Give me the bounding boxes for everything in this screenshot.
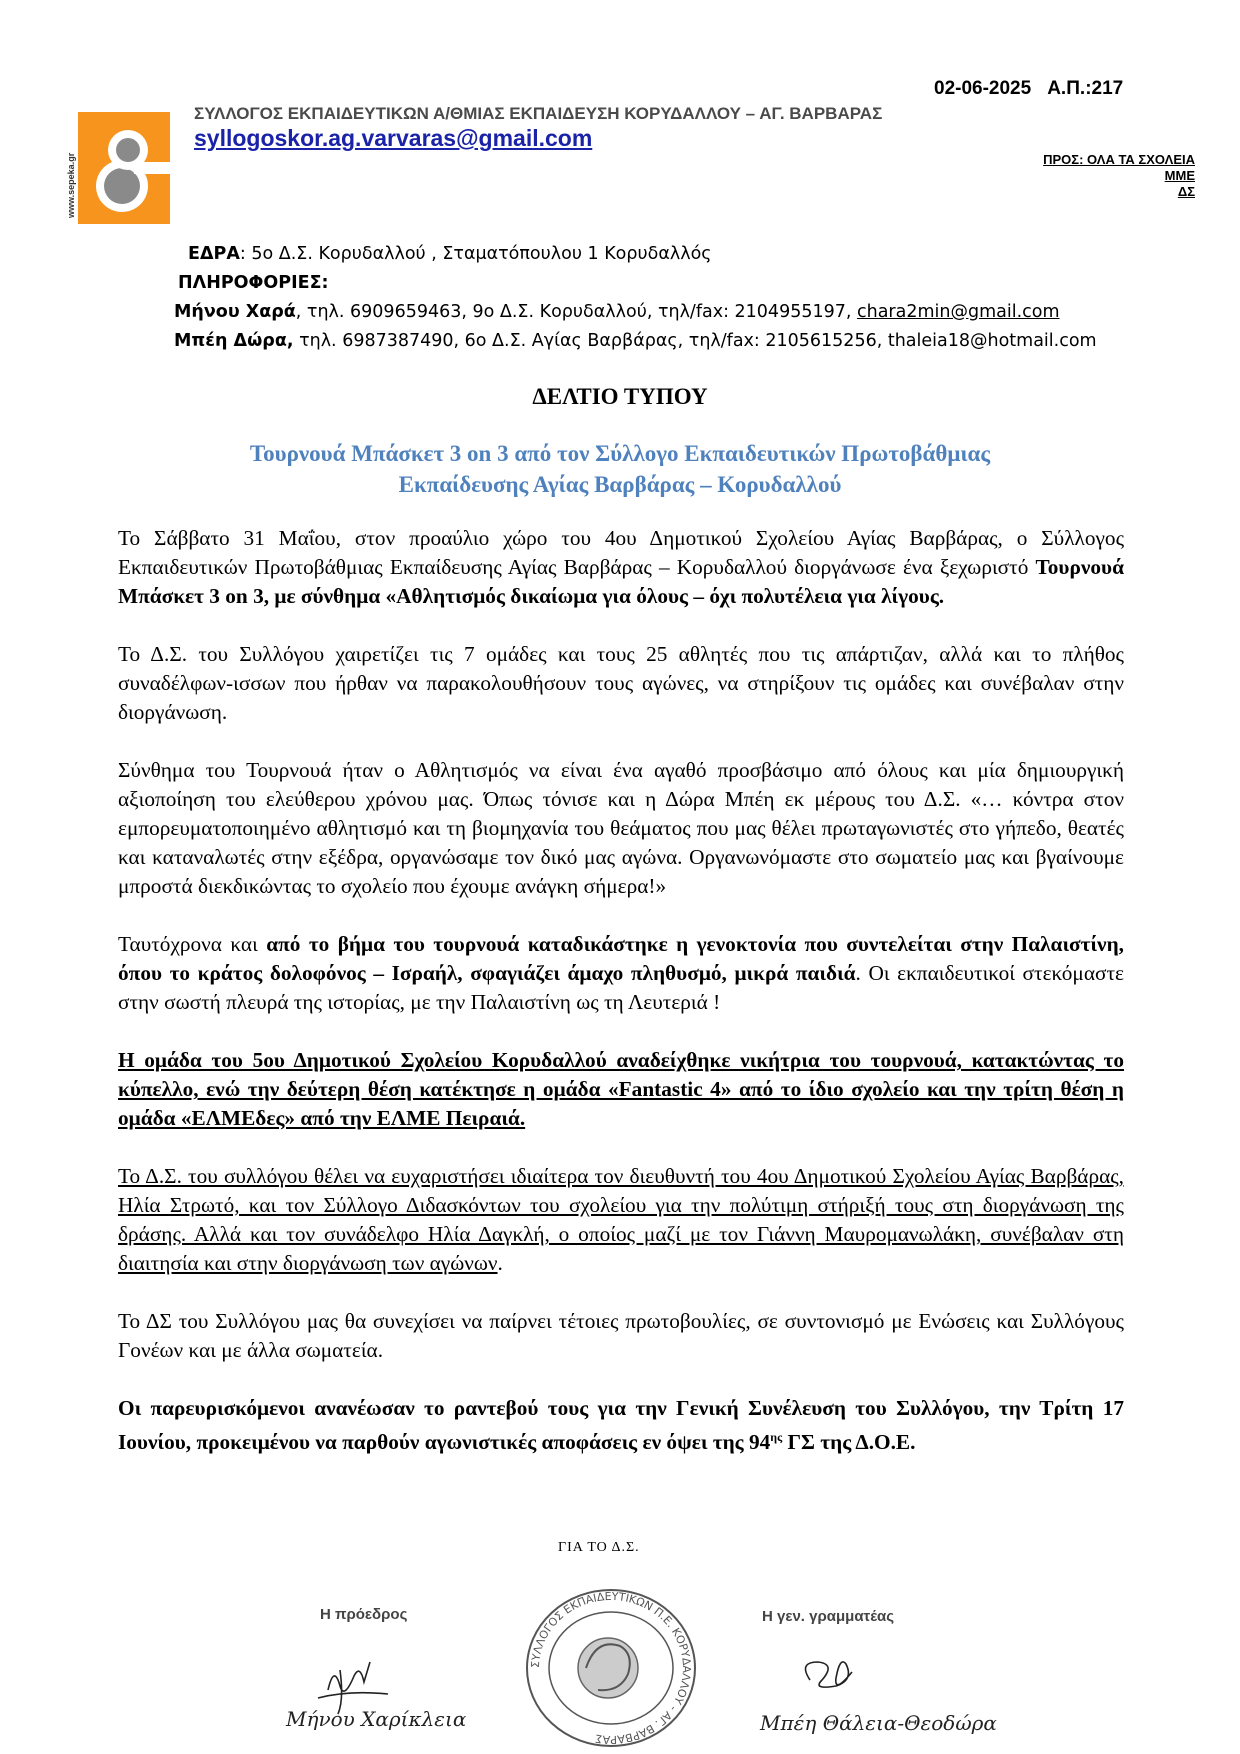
recipients-block	[1043, 152, 1195, 200]
info-line	[174, 269, 1097, 298]
recipient-line: ΠΡΟΣ: ΟΛΑ ΤΑ ΣΧΟΛΕΙΑ	[1043, 152, 1195, 167]
subtitle-line-2: Εκπαίδευσης Αγίας Βαρβάρας – Κορυδαλλού	[398, 472, 842, 497]
p5-bold-underlined: Η ομάδα του 5ου Δημοτικού Σχολείου Κορυδαλλού αναδείχθηκε νικήτρια του τουρνουά, κατακτώντας το κύπελλο, ενώ την δεύτερη θέση κατέκτησε η ομάδα «Fantastic 4» από το ίδιο σχολείο και την τρίτη θέση η ομάδα «ΕΛΜΕδες» από την ΕΛΜΕ Πειραιά.	[118, 1048, 1124, 1130]
seat-line	[174, 240, 1097, 269]
p8-text-a: Οι παρευρισκόμενοι ανανέωσαν το ραντεβού τους για την Γενική Συνέλευση του Συλλόγου, την Τρίτη 17 Ιουνίου, προκειμένου να παρθούν αγωνιστικές αποφάσεις εν όψει της 94	[118, 1396, 1124, 1455]
person2-name: Μπέη Δώρα,	[174, 331, 294, 351]
date-protocol	[934, 78, 1123, 100]
organization-email-link[interactable]: syllogoskor.ag.varvaras@gmail.com	[194, 125, 593, 151]
p1-text: Το Σάββατο 31 Μαΐου, στον προαύλιο χώρο του 4ου Δημοτικού Σχολείου Αγίας Βαρβάρας, ο Σύλλογος Εκπαιδευτικών Πρωτοβάθμιας Εκπαίδευσης Αγίας Βαρβάρας – Κορυδαλλού διοργάνωσε ένα ξεχωριστό	[118, 526, 1124, 579]
seal-ring-text: ΣΥΛΛΟΓΟΣ ΕΚΠΑΙΔΕΥΤΙΚΩΝ Π.Ε. ΚΟΡΥΔΑΛΛΟΥ - ΑΓ. ΒΑΡΒΑΡΑΣ	[528, 1589, 694, 1747]
p8-superscript: ης	[770, 1430, 783, 1444]
contact-person-1	[174, 298, 1097, 327]
p6-period: .	[497, 1251, 503, 1275]
paragraph-7: Το ΔΣ του Συλλόγου μας θα συνεχίσει να παίρνει τέτοιες πρωτοβουλίες, σε συντονισμό με Ενώσεις και Συλλόγους Γονέων και με άλλα σωματεία.	[118, 1309, 1124, 1362]
document-subtitle	[0, 438, 1240, 500]
document-body	[118, 524, 1124, 1486]
paragraph-1	[118, 524, 1124, 611]
contact-info	[174, 240, 1097, 356]
info-label: ΠΛΗΡΟΦΟΡΙΕΣ:	[178, 273, 329, 293]
secretary-role: Η γεν. γραμματέας	[762, 1608, 895, 1625]
p8-bold	[118, 1396, 1124, 1454]
document-heading: ΔΕΛΤΙΟ ΤΥΠΟΥ	[532, 384, 708, 409]
president-signature	[280, 1640, 470, 1740]
association-seal	[516, 1588, 706, 1748]
for-board-label: ΓΙΑ ΤΟ Δ.Σ.	[558, 1540, 640, 1555]
paragraph-2: Το Δ.Σ. του Συλλόγου χαιρετίζει τις 7 ομάδες και τους 25 αθλητές που τις απάρτιζαν, αλλά και το πλήθος συναδέλφων-ισσων που ήρθαν να παρακολουθήσουν τους αγώνες, να στηρίξουν τις ομάδες και συνέβαλαν στην διοργάνωση.	[118, 642, 1124, 724]
person1-details: , τηλ. 6909659463, 9ο Δ.Σ. Κορυδαλλού, τηλ/fax: 2104955197,	[295, 302, 857, 322]
secretary-signature-text: Μπέη Θάλεια-Θεοδώρα	[760, 1711, 997, 1735]
p6-underlined: Το Δ.Σ. του συλλόγου θέλει να ευχαριστήσει ιδιαίτερα τον διευθυντή του 4ου Δημοτικού Σχολείου Αγίας Βαρβάρας, Ηλία Στρωτό, και τον Σύλλογο Διδασκόντων του σχολείου για την πολύτιμη στήριξή τους στη διοργάνωση της δράσης. Αλλά και τον συνάδελφο Ηλία Δαγκλή, ο οποίος μαζί με τον Γιάννη Μαυρομανωλάκη, συνέβαλαν στη διαιτησία και στην διοργάνωση των αγώνων	[118, 1164, 1124, 1275]
organization-name: ΣΥΛΛΟΓΟΣ ΕΚΠΑΙΔΕΥΤΙΚΩΝ Α/ΘΜΙΑΣ ΕΚΠΑΙΔΕΥΣΗ ΚΟΡΥΔΑΛΛΟΥ – ΑΓ. ΒΑΡΒΑΡΑΣ	[194, 104, 883, 123]
person1-name: Μήνου Χαρά	[174, 302, 296, 322]
protocol-number: Α.Π.:217	[1047, 78, 1124, 99]
paragraph-3: Σύνθημα του Τουρνουά ήταν ο Αθλητισμός να είναι ένα αγαθό προσβάσιμο από όλους και μία δημιουργική αξιοποίηση του ελεύθερου χρόνου μας. Όπως τόνισε και η Δώρα Μπέη εκ μέρους του Δ.Σ. «… κόντρα στον εμπορευματοποιημένο αθλητισμό και τη βιομηχανία του θεάματος που μας θέλει πρωταγωνιστές στο γήπεδο, θεατές και καταναλωτές στην εξέδρα, οργανώσαμε τον δικό μας αγώνα. Οργανωνόμαστε στο σωματείο μας και βγαίνουμε μπροστά διεκδικώντας το σχολείο που έχουμε ανάγκη σήμερα!»	[118, 758, 1124, 898]
paragraph-4	[118, 930, 1124, 1017]
sepeka-logo	[64, 112, 176, 224]
p4-text-c: . Οι εκπαιδευτικοί στεκόμαστε στην σωστή πλευρά της ιστορίας, με την Παλαιστίνη ως τη Λευτεριά !	[118, 961, 1124, 1014]
recipient-line: ΜΜΕ	[1164, 168, 1195, 183]
contact-person-2	[174, 327, 1097, 356]
p8-text-b: ΓΣ της Δ.Ο.Ε.	[782, 1430, 916, 1455]
logo-site-text: www.sepeka.gr	[66, 152, 76, 218]
person1-email-link[interactable]: chara2min@gmail.com	[857, 302, 1060, 322]
president-role: Η πρόεδρος	[320, 1606, 408, 1623]
p4-text-a: Ταυτόχρονα και	[118, 932, 267, 956]
subtitle-line-1: Τουρνουά Μπάσκετ 3 on 3 από τον Σύλλογο Εκπαιδευτικών Πρωτοβάθμιας	[249, 441, 991, 466]
seat-value: : 5ο Δ.Σ. Κορυδαλλού , Σταματόπουλου 1 Κορυδαλλός	[239, 244, 712, 264]
person2-details: τηλ. 6987387490, 6ο Δ.Σ. Αγίας Βαρβάρας, τηλ/fax: 2105615256, thaleia18@hotmail.com	[293, 331, 1097, 351]
seat-label: ΕΔΡΑ	[188, 244, 240, 264]
president-signature-text: Μήνου Χαρίκλεια	[286, 1707, 467, 1731]
paragraph-8	[118, 1394, 1124, 1457]
document-date: 02-06-2025	[934, 78, 1032, 99]
paragraph-6	[118, 1162, 1124, 1278]
secretary-signature	[750, 1640, 997, 1740]
p1-bold: Τουρνουά Μπάσκετ 3 on 3, με σύνθημα «Αθλητισμός δικαίωμα για όλους – όχι πολυτέλεια για λίγους.	[118, 555, 1124, 608]
paragraph-5	[118, 1046, 1124, 1133]
p4-bold: από το βήμα του τουρνουά καταδικάστηκε η γενοκτονία που συντελείται στην Παλαιστίνη, όπου το κράτος δολοφόνος – Ισραήλ, σφαγιάζει άμαχο πληθυσμό, μικρά παιδιά	[118, 932, 1124, 985]
recipient-line: ΔΣ	[1177, 184, 1195, 199]
